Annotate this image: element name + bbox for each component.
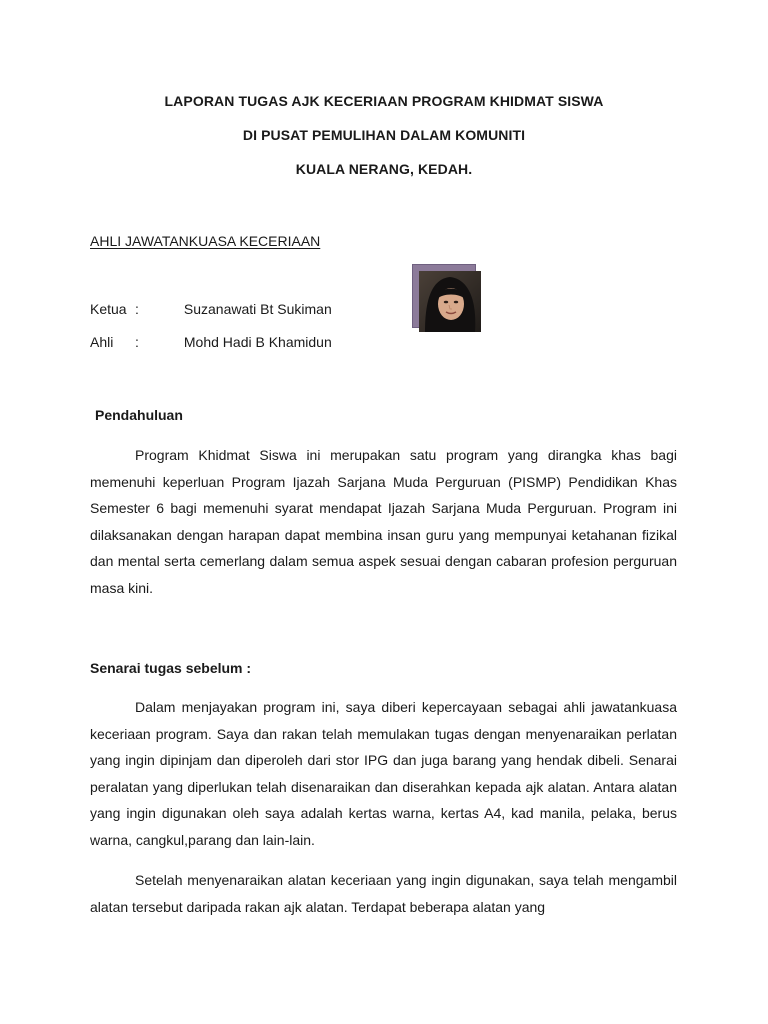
member-photo <box>412 264 482 334</box>
member-name: Suzanawati Bt Sukiman <box>183 301 332 317</box>
report-title-line-3: KUALA NERANG, KEDAH. <box>295 161 473 177</box>
introduction-heading: Pendahuluan <box>95 407 183 423</box>
committee-member-chair <box>90 301 332 317</box>
tasks-paragraph-1: Dalam menjayakan program ini, saya diberi kepercayaan sebagai ahli jawatankuasa keceriaan program. Saya dan rakan telah memulakan tugas dengan menyenaraikan perlatan yang ingin dipinjam dan diperoleh dari stor IPG dan juga barang yang hendak dibeli. Senarai peralatan yang diperlukan telah disenaraikan dan diserahkan kepada ajk alatan. Antara alatan yang ingin digunakan oleh saya adalah kertas warna, kertas A4, kad manila, pelaka, berus warna, cangkul,parang dan lain-lain. <box>90 699 677 848</box>
member-colon: : <box>135 301 139 317</box>
tasks-paragraph-2: Setelah menyenaraikan alatan keceriaan yang ingin digunakan, saya telah mengambil alatan tersebut daripada rakan ajk alatan. Terdapat beberapa alatan yang <box>90 872 677 915</box>
report-title-line-1: LAPORAN TUGAS AJK KECERIAAN PROGRAM KHIDMAT SISWA <box>164 93 604 109</box>
portrait-photo-icon <box>419 271 481 332</box>
member-colon: : <box>135 334 139 350</box>
member-name: Mohd Hadi B Khamidun <box>183 334 332 350</box>
tasks-before-heading: Senarai tugas sebelum : <box>90 660 252 676</box>
member-role: Ketua <box>90 301 127 317</box>
member-role: Ahli <box>90 334 114 350</box>
introduction-paragraph: Program Khidmat Siswa ini merupakan satu program yang dirangka khas bagi memenuhi keperluan Program Ijazah Sarjana Muda Perguruan (PISMP) Pendidikan Khas Semester 6 bagi memenuhi syarat mendapat Ijazah Sarjana Muda Perguruan. Program ini dilaksanakan dengan harapan dapat membina insan guru yang mempunyai ketahanan fizikal dan mental serta cemerlang dalam semua aspek sesuai dengan cabaran profesion perguruan masa kini. <box>90 447 677 596</box>
report-title-line-2: DI PUSAT PEMULIHAN DALAM KOMUNITI <box>242 127 526 143</box>
committee-member <box>90 334 332 350</box>
committee-heading: AHLI JAWATANKUASA KECERIAAN <box>90 233 321 249</box>
